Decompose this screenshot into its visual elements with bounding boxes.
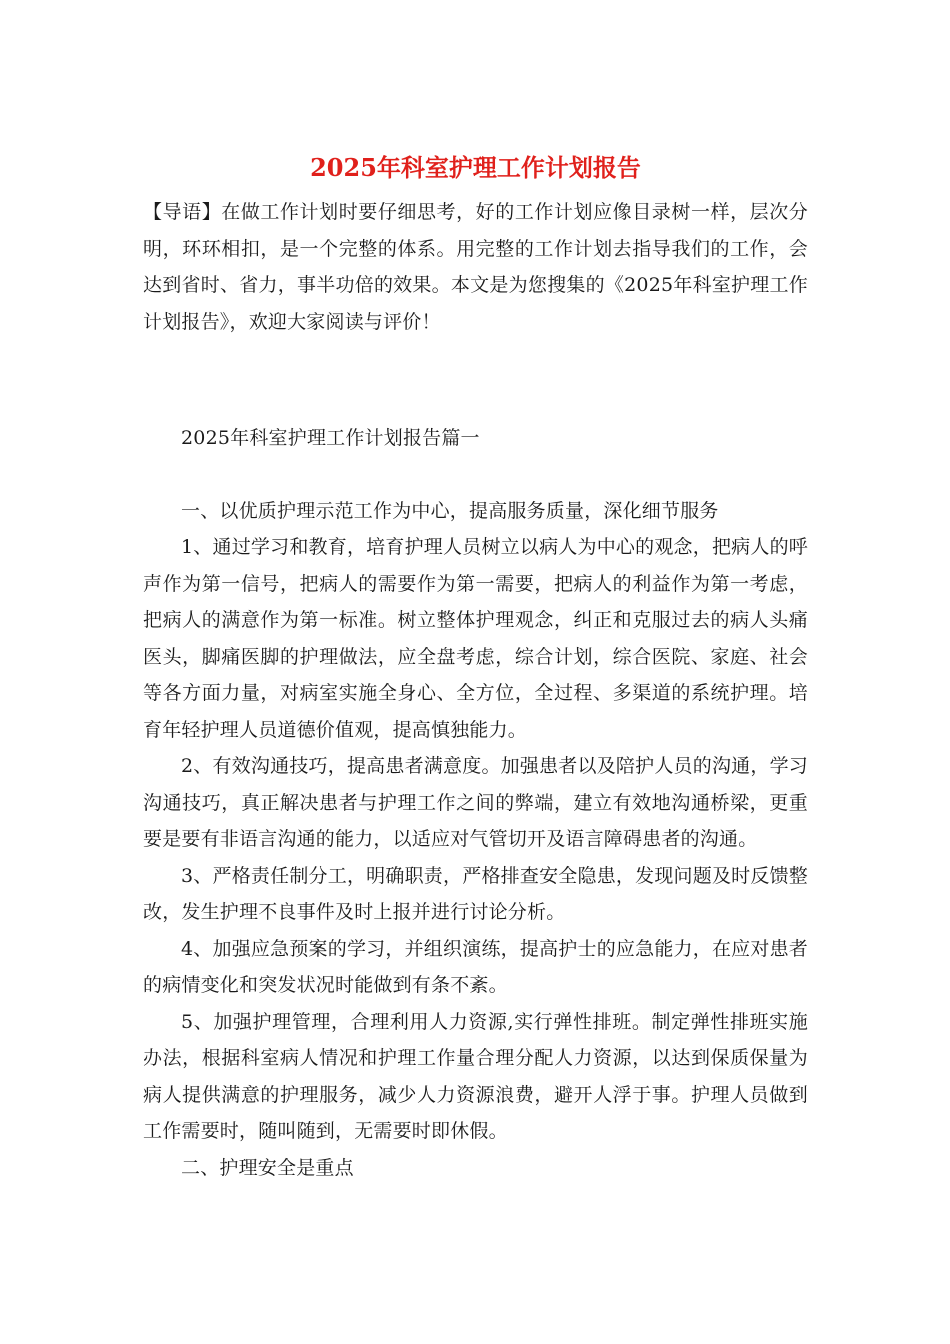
item-one: 1、通过学习和教育，培育护理人员树立以病人为中心的观念，把病人的呼声作为第一信号，把病人的需要作为第一需要，把病人的利益作为第一考虑，把病人的满意作为第一标准。树立整体护理观念，纠正和克服过去的病人头痛医头，脚痛医脚的护理做法，应全盘考虑，综合计划，综合医院、家庭、社会等各方面力量，对病室实施全身心、全方位，全过程、多渠道的系统护理。培育年轻护理人员道德价值观，提高慎独能力。	[143, 536, 808, 741]
document-page	[143, 150, 808, 1186]
spacer	[143, 340, 808, 420]
intro-paragraph: 【导语】在做工作计划时要仔细思考，好的工作计划应像目录树一样，层次分明，环环相扣，是一个完整的体系。用完整的工作计划去指导我们的工作，会达到省时、省力，事半功倍的效果。本文是为您搜集的《2025年科室护理工作计划报告》，欢迎大家阅读与评价！	[143, 201, 808, 333]
item-two: 2、有效沟通技巧，提高患者满意度。加强患者以及陪护人员的沟通，学习沟通技巧，真正解决患者与护理工作之间的弊端，建立有效地沟通桥梁，更重要是要有非语言沟通的能力，以适应对气管切开及语言障碍患者的沟通。	[143, 755, 808, 850]
item-three: 3、严格责任制分工，明确职责，严格排查安全隐患，发现问题及时反馈整改，发生护理不良事件及时上报并进行讨论分析。	[143, 864, 808, 923]
spacer	[143, 457, 808, 493]
item-five: 5、加强护理管理，合理利用人力资源,实行弹性排班。制定弹性排班实施办法，根据科室病人情况和护理工作量合理分配人力资源，以达到保质保量为病人提供满意的护理服务，减少人力资源浪费，避开人浮于事。护理人员做到工作需要时，随叫随到，无需要时即休假。	[143, 1010, 808, 1142]
document-title: 2025年科室护理工作计划报告	[310, 153, 641, 182]
item-four: 4、加强应急预案的学习，并组织演练，提高护士的应急能力，在应对患者的病情变化和突发状况时能做到有条不紊。	[143, 937, 808, 996]
section-heading: 2025年科室护理工作计划报告篇一	[181, 427, 480, 449]
heading-two: 二、护理安全是重点	[181, 1156, 354, 1179]
heading-one: 一、以优质护理示范工作为中心，提高服务质量，深化细节服务	[181, 499, 719, 522]
